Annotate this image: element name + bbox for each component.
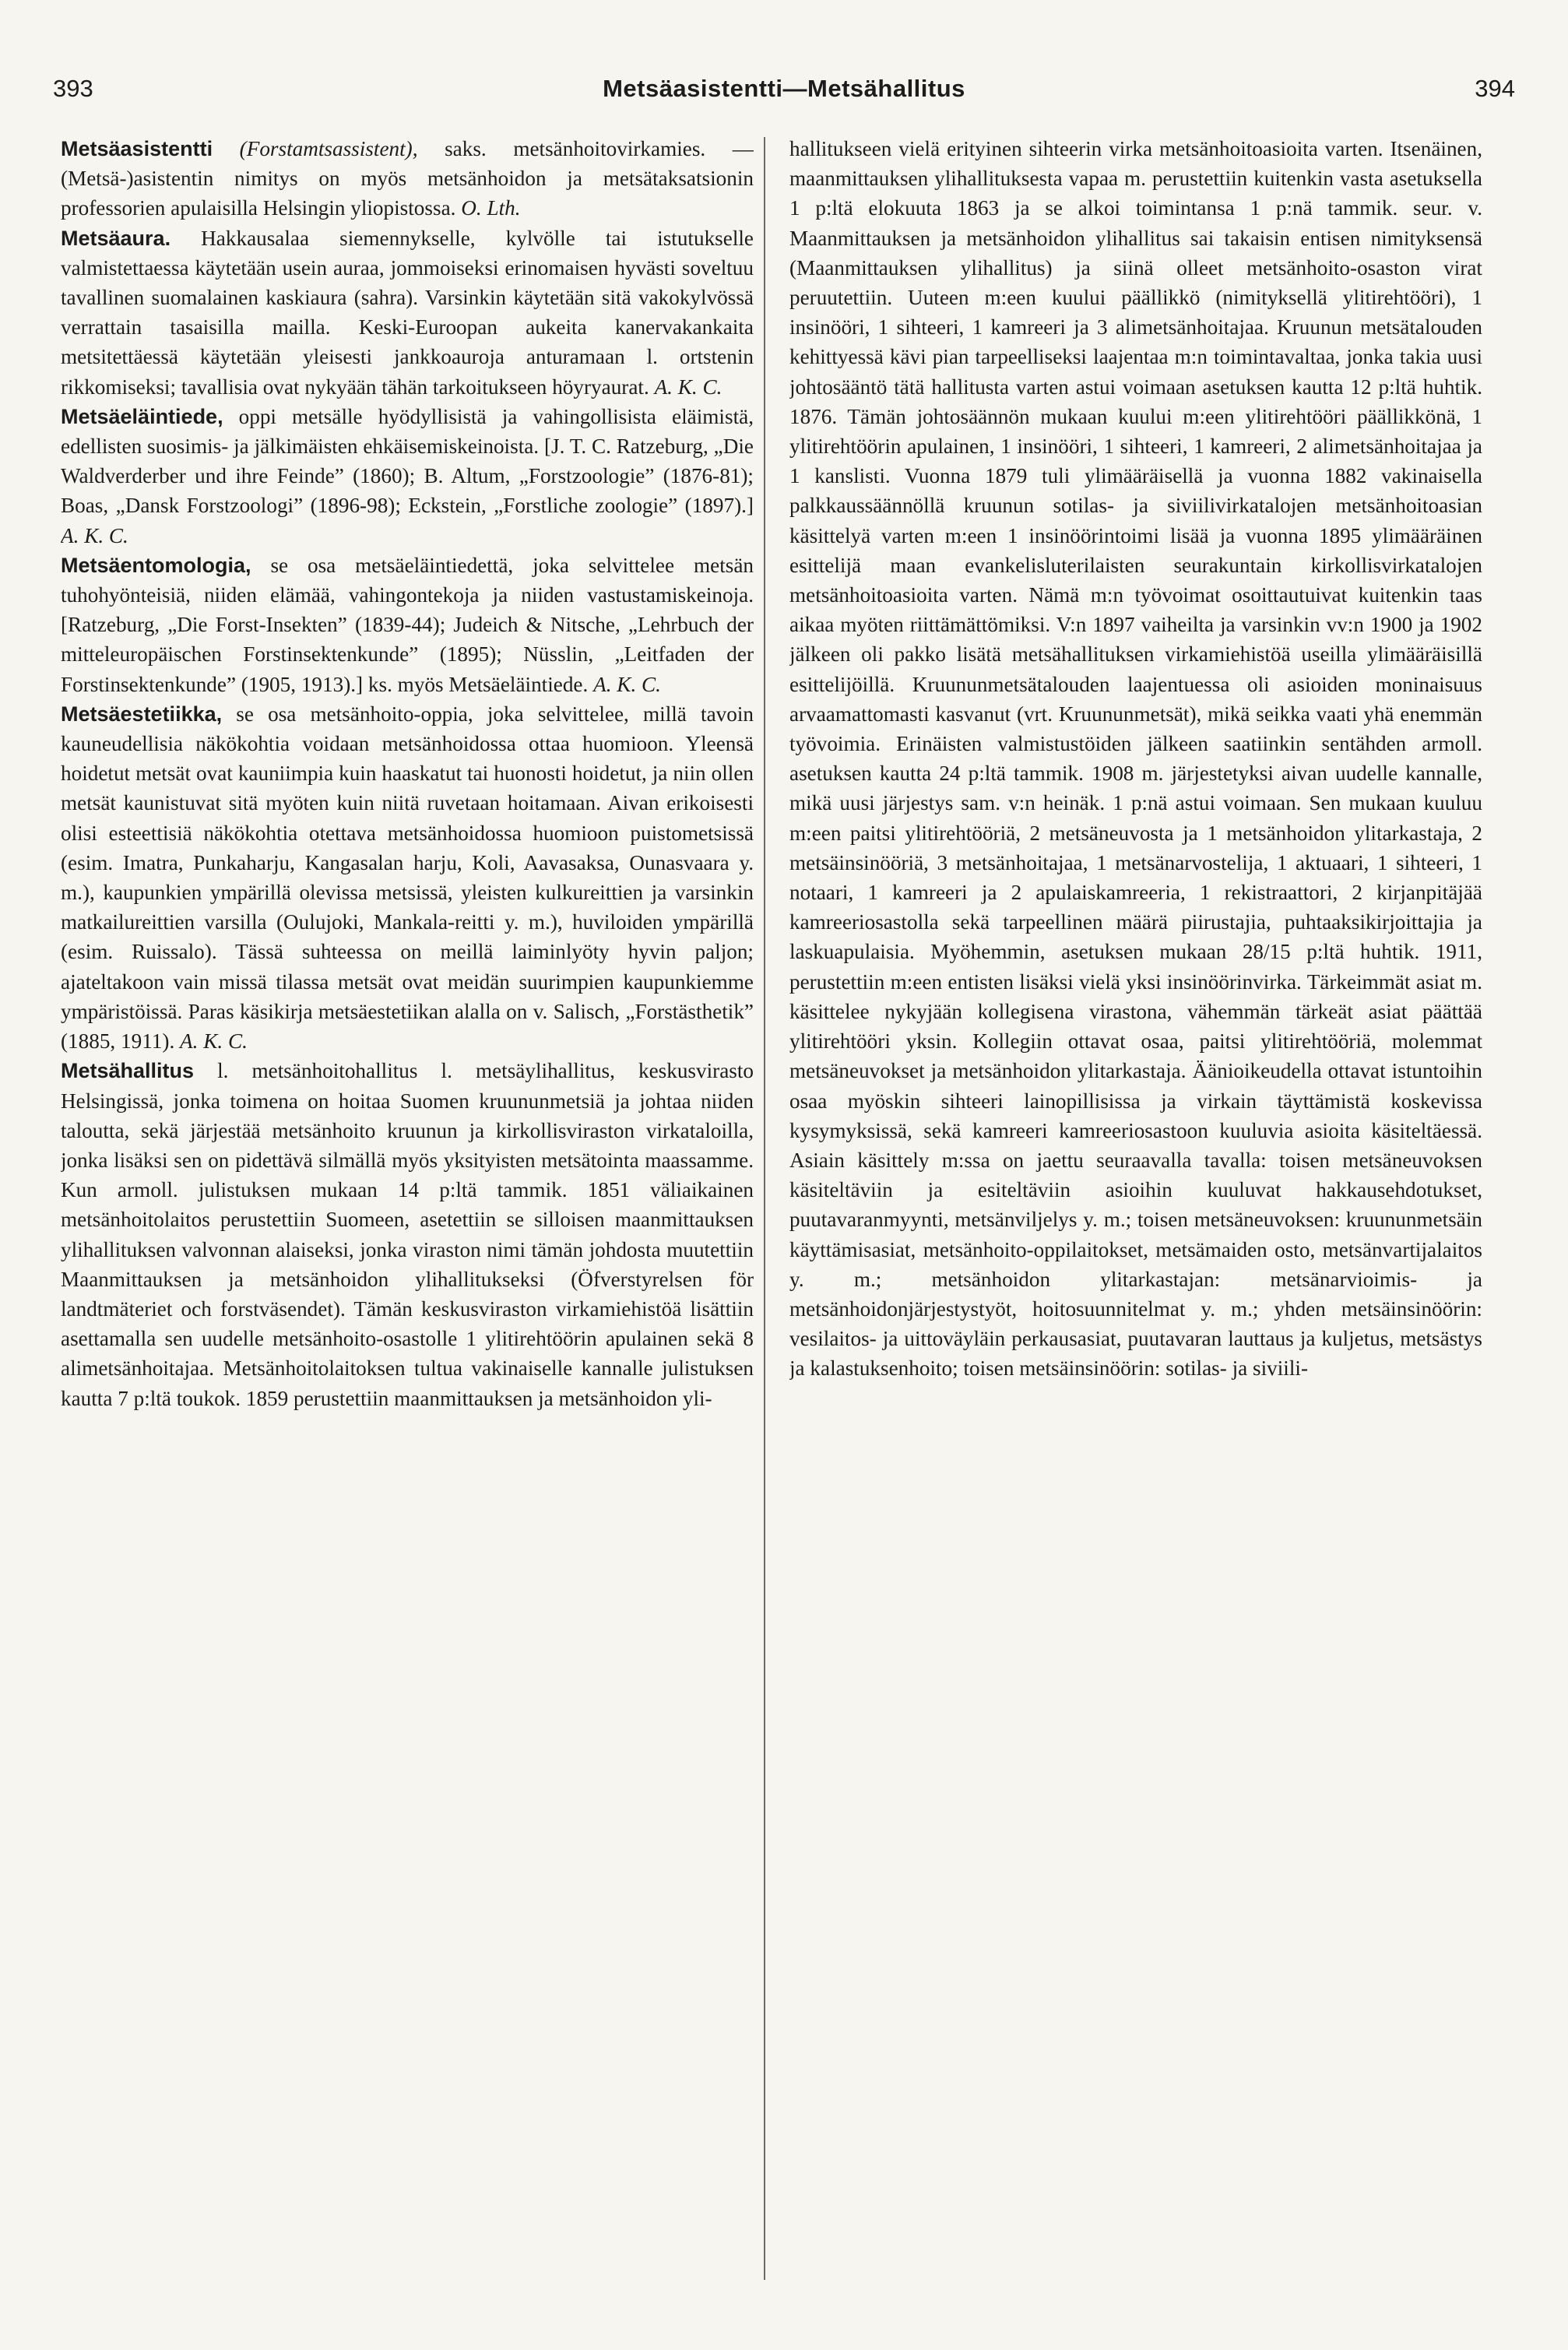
entry-text: hallitukseen vielä erityinen sihteerin virka metsänhoitoasioita varten. Itsenäinen, maanmittauksen ylihallituksesta vapaa m. perustettiin kuitenkin vasta asetuksella 1 p:ltä elokuuta 1863 ja se alkoi toimintansa 1 p:nä tammik. seur. v. Maanmittauksen ja metsänhoidon ylihallitus sai takaisin entisen nimityksensä (Maanmittauksen ylihallitus) ja siinä olleet metsänhoito-osaston virat peruutettiin. Uuteen m:een kuului päällikkö (nimityksellä ylitirehtööri), 1 insinööri, 1 sihteeri, 1 kamreeri ja 3 alimetsänhoitajaa. Kruunun metsätalouden kehittyessä kävi pian tarpeelliseksi laajentaa m:n toimintavaltaa, jonka takia uusi johtosääntö tätä hallitusta varten astui voimaan asetuksen kautta 12 p:ltä huhtik. 1876. Tämän johtosäännön mukaan kuului m:een ylitirehtööri päällikkönä, 1 ylitirehtöörin apulainen, 1 insinööri, 1 sihteeri, 1 kamreeri, 2 alimetsänhoitajaa ja 1 kanslisti. Vuonna 1879 tuli ylimääräisellä ja vuonna 1882 vakinaisella palkkaussäännöllä kruunun sotilas- ja siviilivirkatalojen metsänhoitoasian käsittelyä varten m:een 1 insinöörintoimi lisää ja vuonna 1895 ylimääräinen esittelijä maan evankelisluterilaisten seurakuntain kirkollisvirkatalojen metsänhoitoasioita varten. Nämä m:n työvoimat osoittautuivat kuitenkin taas aikaa myöten riittämättömiksi. V:n 1897 vaiheilta ja varsinkin vv:n 1900 ja 1902 jälkeen oli pakko lisätä metsähallituksen virkamiehistöä useilla ylimääräisillä esittelijöillä. Kruununmetsätalouden laajentuessa oli asioiden moninaisuus arvaamattomasti kasvanut (vrt. Kruununmetsät), mikä seikka vaati yhä enemmän työvoimia. Erinäisten valmistustöiden jälkeen saatiinkin sentähden armoll. asetuksen kautta 24 p:ltä tammik. 1908 m. järjestetyksi aivan uudelle kannalle, mikä uusi järjestys sam. v:n heinäk. 1 p:nä astui voimaan. Sen mukaan kuuluu m:een paitsi ylitirehtööriä, 2 metsäneuvosta ja 1 metsänhoidon ylitarkastaja, 2 metsäinsinööriä, 3 metsänhoitajaa, 1 metsänarvostelija, 1 aktuaari, 1 sihteeri, 1 notaari, 1 kamreeri ja 2 apulaiskamreeria, 1 rekistraattori, 2 kirjanpitäjää kamreeriosastolla sekä tarpeellinen määrä piirustajia, puhtaaksikirjoittajia ja laskuapulaisia. Myöhemmin, asetuksen mukaan 28/15 p:ltä huhtik. 1911, perustettiin m:een entisten lisäksi vielä yksi insinöörinvirka. Tärkeimmät asiat m. käsittelee nykyjään kollegisena virastona, vähemmän tärkeät asiat päättää ylitirehtööri yksin. Kollegiin ottavat osaa, paitsi ylitirehtööriä, molemmat metsäneuvokset ja metsänhoidon ylitarkastaja. Äänioikeudella ottavat istuntoihin osaa myöskin sihteeri lainopillisissa ja virkain täyttämistä koskevissa kysymyksissä, sekä kamreeri kamreeriosastoon kuuluvia asioita käsiteltäessä. Asiain käsittely m:ssa on jaettu seuraavalla tavalla: toisen metsäneuvoksen käsiteltäviin ja esiteltäviin asioihin kuuluvat hakkausehdotukset, puutavaranmyynti, metsänviljelys y. m.; toisen metsäneuvoksen: kruununmetsäin käyttämisasiat, metsänhoito-oppilaitokset, metsämaiden osto, metsänvartijalaitos y. m.; metsänhoidon ylitarkastajan: metsänarvioimis- ja metsänhoidonjärjestystyöt, hoitosuunnitelmat y. m.; yhden metsäinsinöörin: vesilaitos- ja uittoväyläin perkausasiat, puutavaran lauttaus ja kuljetus, metsästys ja kalastuksenhoito; toisen metsäinsinöörin: sotilas- ja siviili-	[789, 137, 1482, 1381]
author-signature: A. K. C.	[180, 1029, 248, 1054]
headword: Metsäeläintiede,	[61, 404, 223, 428]
entry-metsaestetiikka	[61, 699, 754, 1056]
entry-text: l. metsänhoitohallitus l. metsäylihallitus, keskusvirasto Helsingissä, jonka toimena on hoitaa Suomen kruununmetsiä ja johtaa niiden taloutta, sekä järjestää metsänhoito kruunun ja kirkollisviraston virkataloilla, jonka lisäksi sen on pidettävä silmällä myös yksityisten metsätointa maassamme. Kun armoll. julistuksen mukaan 14 p:ltä tammik. 1851 väliaikainen metsänhoitolaitos perustettiin Suomeen, asetettiin se silloisen maanmittauksen ylihallituksen valvonnan alaiseksi, jonka viraston nimi tämän johdosta muutettiin Maanmittauksen ja metsänhoidon ylihallitukseksi (Öfverstyrelsen för landtmäteriet och forstväsendet). Tämän keskusviraston virkamiehistöä lisättiin asettamalla sen uudelle metsänhoito-osastolle 1 ylitirehtöörin apulainen sekä 8 alimetsänhoitajaa. Metsänhoitolaitoksen tultua vakinaiselle kannalle julistuksen kautta 7 p:ltä toukok. 1859 perustettiin maanmittauksen ja metsänhoidon yli-	[61, 1059, 754, 1410]
entry-metsaentomologia	[61, 551, 754, 699]
entry-text: oppi metsälle hyödyllisistä ja vahingollisista eläimistä, edellisten suosimis- ja jälkimäisten ehkäisemiskeinoista. [J. T. C. Ratzeburg, „Die Waldverderber und ihre Feinde” (1860); B. Altum, „Forstzoologie” (1876-81); Boas, „Dansk Forstzoologi” (1896-98); Eckstein, „Forstliche zoologie” (1897).]	[61, 404, 754, 518]
headword-note: (Forstamtsassistent),	[239, 137, 418, 160]
page-header	[53, 75, 1515, 115]
entry-metsaaura	[61, 223, 754, 402]
column-divider	[764, 137, 765, 2280]
headword: Metsähallitus	[61, 1059, 195, 1083]
entry-text: saks. metsänhoitovirkamies. — (Metsä-)asistentin nimitys on myös metsänhoidon ja metsätaksatsionin professorien apulaisilla Helsingin yliopistossa.	[61, 137, 754, 220]
entry-text: Hakkausalaa siemennykselle, kylvölle tai istutukselle valmistettaessa käytetään usein auraa, jommoiseksi erinomaisen hyvästi soveltuu tavallinen suomalainen kaskiaura (sahra). Varsinkin käytetään sitä vakokylvössä verrattain tasaisilla mailla. Keski-Euroopan aukeita kanervakankaita metsitettäessä käytetään yleisesti jankkoauroja anturamaan l. ortstenin rikkomiseksi; tavallisia ovat nykyään tähän tarkoitukseen höyryaurat.	[61, 226, 754, 399]
author-signature: O. Lth.	[461, 196, 521, 220]
headword: Metsäestetiikka,	[61, 702, 223, 726]
entry-text: se osa metsäeläintiedettä, joka selvittelee metsän tuhohyönteisiä, niiden elämää, vahingontekoja ja niiden vastustamiskeinoja. [Ratzeburg, „Die Forst-Insekten” (1839-44); Judeich & Nitsche, „Lehrbuch der mitteleuropäischen Forstinsektenkunde” (1895); Nüsslin, „Leitfaden der Forstinsektenkunde” (1905, 1913).] ks. myös Metsäeläintiede.	[61, 553, 754, 696]
headword: Metsäentomologia,	[61, 553, 251, 577]
entry-metsaasistentti	[61, 134, 754, 223]
author-signature: A. K. C.	[654, 375, 722, 399]
running-title: Metsäasistentti—Metsähallitus	[603, 75, 965, 102]
author-signature: A. K. C.	[61, 523, 128, 547]
page-number-left: 393	[53, 75, 93, 102]
entry-metsahallitus-continued	[789, 134, 1482, 1384]
headword: Metsäaura.	[61, 226, 171, 250]
author-signature: A. K. C.	[593, 672, 661, 696]
left-column	[61, 134, 754, 2314]
right-column	[789, 134, 1482, 2314]
entry-text: se osa metsänhoito-oppia, joka selvittelee, millä tavoin kauneudellisia näkökohtia voidaan metsänhoidossa ottaa huomioon. Yleensä hoidetut metsät ovat kauniimpia kuin haaskatut tai huonosti hoidetut, ja niin ollen metsät kaunistuvat sitä myöten kuin niitä ruvetaan hoitamaan. Aivan erikoisesti olisi esteettisiä näkökohtia otettava metsänhoidossa huomioon puistometsissä (esim. Imatra, Punkaharju, Kangasalan harju, Koli, Aavasaksa, Ounasvaara y. m.), kaupunkien ympärillä olevissa metsissä, yleisten kulkureittien ja varsinkin matkailureittien varsilla (Oulujoki, Mankala-reitti y. m.), huviloiden ympärillä (esim. Ruissalo). Tässä suhteessa on meillä laiminlyöty hyvin paljon; ajateltakoon vain missä tilassa metsät ovat meidän suurimpien kaupunkiemme ympäristöissä. Paras käsikirja metsäestetiikan alalla on v. Salisch, „Forstästhetik” (1885, 1911).	[61, 702, 754, 1054]
headword: Metsäasistentti	[61, 137, 213, 160]
entry-metsaelaintiede	[61, 402, 754, 551]
page-number-right: 394	[1475, 75, 1515, 102]
entry-metsahallitus	[61, 1056, 754, 1412]
